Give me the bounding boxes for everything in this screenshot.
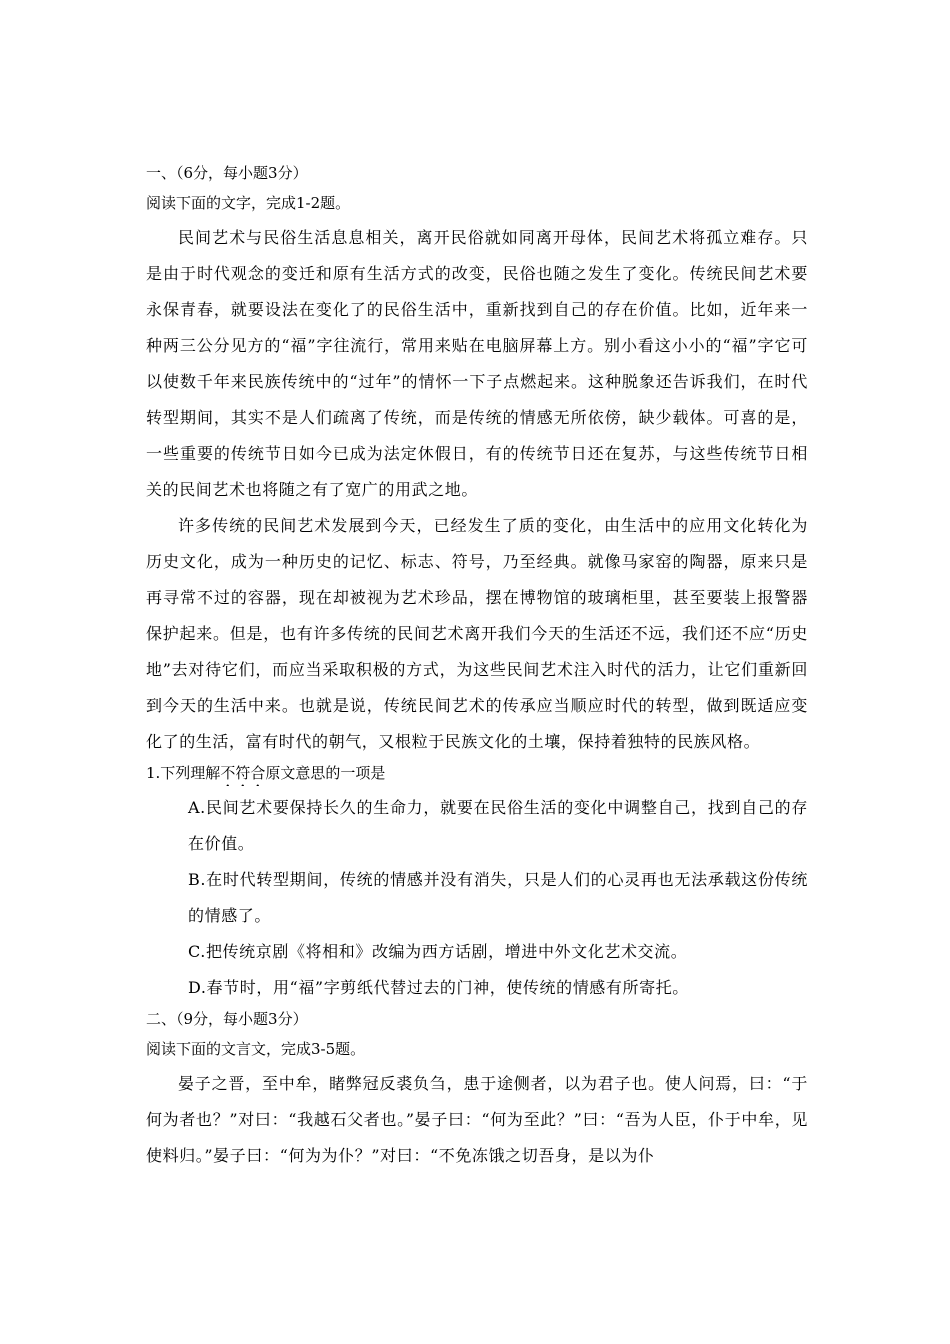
question-1-option-c: C.把传统京剧《将相和》改编为西方话剧，增进中外文化艺术交流。 <box>188 942 688 961</box>
section2-heading: 二、（9分，每小题3分） <box>146 1010 308 1028</box>
question-1-option-a: A.民间艺术要保持长久的生命力，就要在民俗生活的变化中调整自己，找到自己的存在价值。 <box>188 798 808 853</box>
question-1-option-b: B.在时代转型期间，传统的情感并没有消失，只是人们的心灵再也无法承载这份传统的情感了。 <box>188 870 808 925</box>
section1-instruction: 阅读下面的文字，完成1-2题。 <box>146 194 351 212</box>
section2-instruction: 阅读下面的文言文，完成3-5题。 <box>146 1040 366 1058</box>
question-1-stem <box>146 760 808 786</box>
question-1-option-d: D.春节时，用“福”字剪纸代替过去的门神，使传统的情感有所寄托。 <box>188 978 689 997</box>
question-1-emphasis: 不符合 <box>220 764 266 782</box>
section1-heading: 一、（6分，每小题3分） <box>146 164 308 182</box>
question-1-prefix: 1.下列理解 <box>146 764 221 782</box>
passage-paragraph-2: 许多传统的民间艺术发展到今天，已经发生了质的变化，由生活中的应用文化转化为历史文化，成为一种历史的记忆、标志、符号，乃至经典。就像马家窑的陶器，原来只是再寻常不过的容器，现在却被视为艺术珍品，摆在博物馆的玻璃柜里，甚至要装上报警器保护起来。但是，也有许多传统的民间艺术离开我们今天的生活还不远，我们还不应“历史地”去对待它们，而应当采取积极的方式，为这些民间艺术注入时代的活力，让它们重新回到今天的生活中来。也就是说，传统民间艺术的传承应当顺应时代的转型，做到既适应变化了的生活，富有时代的朝气，又根粒于民族文化的土壤，保持着独特的民族风格。 <box>146 516 808 751</box>
passage-paragraph-1: 民间艺术与民俗生活息息相关，离开民俗就如同离开母体，民间艺术将孤立难存。只是由于时代观念的变迁和原有生活方式的改变，民俗也随之发生了变化。传统民间艺术要永保青春，就要设法在变化了的民俗生活中，重新找到自己的存在价值。比如，近年来一种两三公分见方的“福”字往流行，常用来贴在电脑屏幕上方。别小看这小小的“福”字它可以使数千年来民族传统中的“过年”的情怀一下子点燃起来。这种脱象还告诉我们，在时代转型期间，其实不是人们疏离了传统，而是传统的情感无所依傍，缺少载体。可喜的是，一些重要的传统节日如今已成为法定休假日，有的传统节日还在复苏，与这些传统节日相关的民间艺术也将随之有了宽广的用武之地。 <box>146 228 808 499</box>
document-content <box>146 160 808 1174</box>
question-1-suffix: 原文意思的一项是 <box>265 764 386 782</box>
classical-passage-paragraph: 晏子之晋，至中牟，睹弊冠反裘负刍，患于途侧者，以为君子也。使人问焉，曰：“于何为者也？”对曰：“我越石父者也。”晏子曰：“何为至此？”曰：“吾为人臣，仆于中牟，见使料归。”晏子曰：“何为为仆？”对曰：“不免冻饿之切吾身，是以为仆 <box>146 1074 808 1165</box>
